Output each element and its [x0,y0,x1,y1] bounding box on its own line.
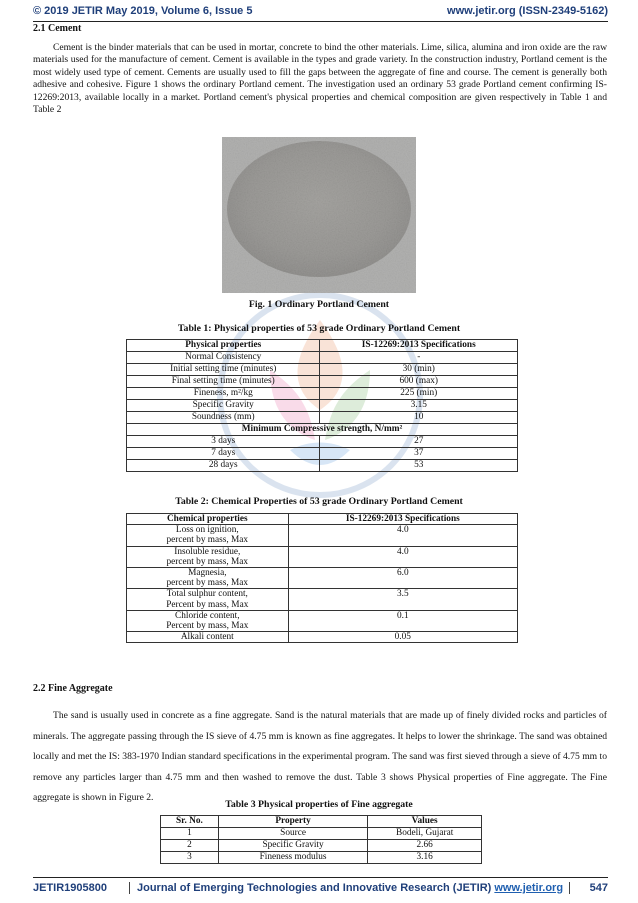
table-header-row [127,514,518,525]
section-heading-fine-aggregate: 2.2 Fine Aggregate [33,683,113,694]
table-cell: Specific Gravity [127,400,320,412]
table-cell [127,525,289,546]
table-3-fine-aggregate [160,815,482,864]
table-cell: 2 [161,840,219,852]
table-row [127,364,518,376]
journal-title: Journal of Emerging Technologies and Innovative Research (JETIR) [137,882,492,894]
table-subheader-row [127,424,518,436]
table-cell: 53 [320,460,518,472]
table-cell: 28 days [127,460,320,472]
journal-name [137,882,563,894]
table-header-cell: IS-12269:2013 Specifications [320,340,518,352]
table-row [127,460,518,472]
table-cell: 7 days [127,448,320,460]
table-header-cell: Property [218,816,368,828]
table-cell [127,610,289,631]
table-row [127,388,518,400]
table-header-cell: Sr. No. [161,816,219,828]
property-line: Loss on ignition, [175,525,239,536]
table-row [127,376,518,388]
table-cell: 3 [161,852,219,864]
table-cell: Fineness modulus [218,852,368,864]
property-line: Percent by mass, Max [166,621,249,632]
table-cell: Source [218,828,368,840]
property-line: Total sulphur content, [166,589,248,600]
table-row [161,840,482,852]
table-header-row [161,816,482,828]
table-cell: - [320,352,518,364]
property-line: percent by mass, Max [166,578,249,589]
table-2-title: Table 2: Chemical Properties of 53 grade Ordinary Portland Cement [175,496,463,507]
table-cell: 4.0 [288,546,517,567]
table-row [127,632,518,643]
table-cell [127,589,289,610]
table-row [127,568,518,589]
table-cell: 2.66 [368,840,482,852]
property-line: percent by mass, Max [166,556,249,567]
figure-1-caption: Fig. 1 Ordinary Portland Cement [248,299,390,310]
table-cell: 3.15 [320,400,518,412]
table-cell: 1 [161,828,219,840]
table-row [127,352,518,364]
property-line: Magnesia, [188,568,227,579]
table-cell: 37 [320,448,518,460]
table-row [127,546,518,567]
table-cell: 225 (min) [320,388,518,400]
journal-link[interactable]: www.jetir.org [494,882,564,894]
page-number: 547 [569,882,608,894]
table-cell: 600 (max) [320,376,518,388]
table-row [127,400,518,412]
table-cell: 3.5 [288,589,517,610]
table-cell: 4.0 [288,525,517,546]
table-row [161,828,482,840]
cement-paragraph: Cement is the binder materials that can be used in mortar, concrete to bind the other materials. Lime, silica, alumina and iron oxide are the raw materials used for the manufacture of cement. Cement is available in the types and grade variety. In the construction industry, Portland cement is the most widely used type of cement. Cements are usually used to fill the gaps between the aggregate of fine and course. The cement is generally both adhesive and cohesive. Figure 1 shows the ordinary Portland cement. The investigation used an ordinary 53 grade Portland cement confirming IS-12269:2013, available locally in a market. Portland cement's physical properties and chemical composition are given respectively in Table 1 and Table 2 [33,42,607,116]
table-header-cell: Physical properties [127,340,320,352]
table-1-title: Table 1: Physical properties of 53 grade Ordinary Portland Cement [177,323,461,334]
table-row [161,852,482,864]
table-row [127,525,518,546]
table-row [127,412,518,424]
section-heading-cement: 2.1 Cement [33,23,82,34]
table-cell: 3.16 [368,852,482,864]
property-line: Chloride content, [175,610,240,621]
table-cell: 3 days [127,436,320,448]
fine-aggregate-paragraph: The sand is usually used in concrete as a fine aggregate. Sand is the natural materials that are made up of finely divided rocks and particles of minerals. The aggregate passing through the IS sieve of 4.75 mm is known as fine aggregates. It helps to lower the shrinkage. The sand was obtained locally and met the IS: 383-1970 Indian standard specifications in the experimental program. The sand was first sieved through a sieve of 4.75 mm to remove any particles larger than 4.75 mm and then washed to remove the dust. Table 3 shows Physical properties of Fine aggregate. The Fine aggregate is shown in Figure 2. [33,710,607,803]
table-cell: 27 [320,436,518,448]
table-cell [127,568,289,589]
table-cell: Final setting time (minutes) [127,376,320,388]
table-2-chemical-properties [126,513,518,643]
table-cell: 30 (min) [320,364,518,376]
property-line: Percent by mass, Max [166,599,249,610]
table-cell: Initial setting time (minutes) [127,364,320,376]
table-header-cell: Values [368,816,482,828]
table-cell: 0.05 [288,632,517,643]
table-cell: 6.0 [288,568,517,589]
table-cell [127,546,289,567]
table-row [127,610,518,631]
table-3-title: Table 3 Physical properties of Fine aggregate [225,799,413,810]
table-cell: Soundness (mm) [127,412,320,424]
table-row [127,589,518,610]
table-header-row [127,340,518,352]
table-header-cell: IS-12269:2013 Specifications [288,514,517,525]
header-citation: © 2019 JETIR May 2019, Volume 6, Issue 5 [33,5,253,17]
header-website[interactable]: www.jetir.org (ISSN-2349-5162) [447,5,608,17]
table-cell: 10 [320,412,518,424]
table-cell: Bodeli, Gujarat [368,828,482,840]
table-header-cell: Chemical properties [127,514,289,525]
cement-photo [222,137,416,293]
table-cell: 0.1 [288,610,517,631]
table-row [127,448,518,460]
paper-id: JETIR1905800 [33,882,130,894]
table-cell: Alkali content [127,632,289,643]
page-footer [33,877,608,896]
table-1-physical-properties [126,339,518,472]
property-line: percent by mass, Max [166,535,249,546]
table-row [127,436,518,448]
table-cell: Normal Consistency [127,352,320,364]
compressive-strength-subheader: Minimum Compressive strength, N/mm² [127,424,518,436]
property-line: Insoluble residue, [174,546,241,557]
table-cell: Specific Gravity [218,840,368,852]
table-cell: Fineness, m²/kg [127,388,320,400]
page-header [33,5,608,22]
